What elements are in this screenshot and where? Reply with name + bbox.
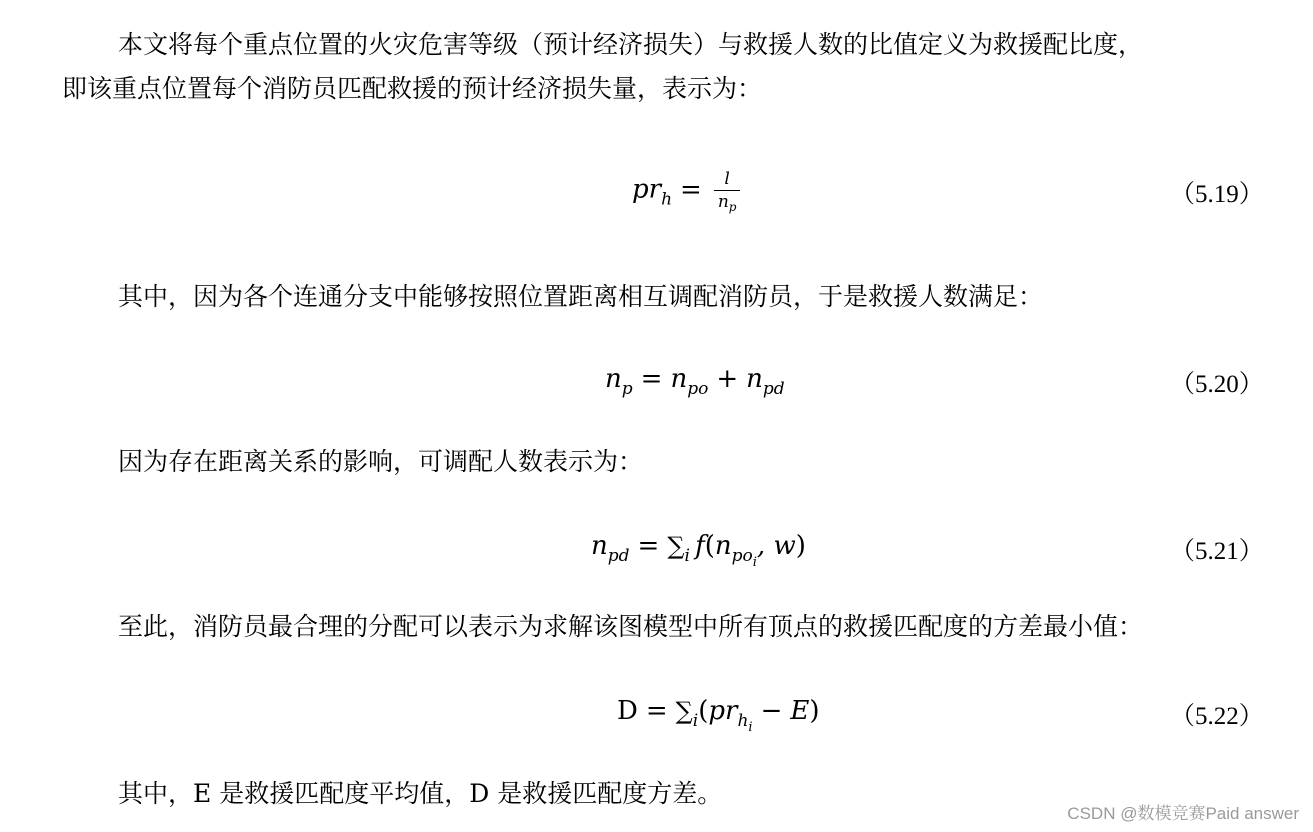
equation-5-20: $n_p = n_{po} + n_{pd}$ [605,364,785,399]
equation-5-21: $n_{pd} = \sum_i$ $f(n_{po_i}$, w) [591,531,806,570]
equation-number-5-20: （5.20） [1170,371,1264,398]
paragraph-2: 其中，因为各个连通分支中能够按照位置距离相互调配消防员，于是救援人数满足： [118,282,1044,311]
equation-5-22-row [0,690,1313,750]
summation-symbol: ∑ [667,532,685,560]
paragraph-5: 其中，E 是救援匹配度平均值，D 是救援匹配度方差。 [118,779,723,808]
paragraph-3: 因为存在距离关系的影响，可调配人数表示为： [118,447,644,476]
equation-5-20-row [0,358,1313,418]
fraction: $\frac{l}{n_p}$ [714,170,741,211]
equation-5-21-row [0,525,1313,585]
paragraph-4: 至此，消防员最合理的分配可以表示为求解该图模型中所有顶点的救援匹配度的方差最小值： [118,612,1144,641]
equation-number-5-21: （5.21） [1170,538,1264,565]
summation-symbol: ∑ [675,697,693,725]
paragraph-1-line-2: 即该重点位置每个消防员匹配救援的预计经济损失量，表示为： [62,74,763,103]
equation-number-5-19: （5.19） [1170,181,1264,208]
equation-number-5-22: （5.22） [1170,703,1264,730]
equation-5-19-row [0,162,1313,222]
equation-5-22: $D = \sum_i(pr_{h_i}- E)$ [617,696,820,735]
csdn-watermark: CSDN @数模竞赛Paid answer [1067,804,1299,823]
paragraph-1-line-1: 本文将每个重点位置的火灾危害等级（预计经济损失）与救援人数的比值定义为救援配比度， [118,30,1144,59]
equation-5-19: $pr_h$ = $\frac{l}{n_p}$ [632,170,740,211]
